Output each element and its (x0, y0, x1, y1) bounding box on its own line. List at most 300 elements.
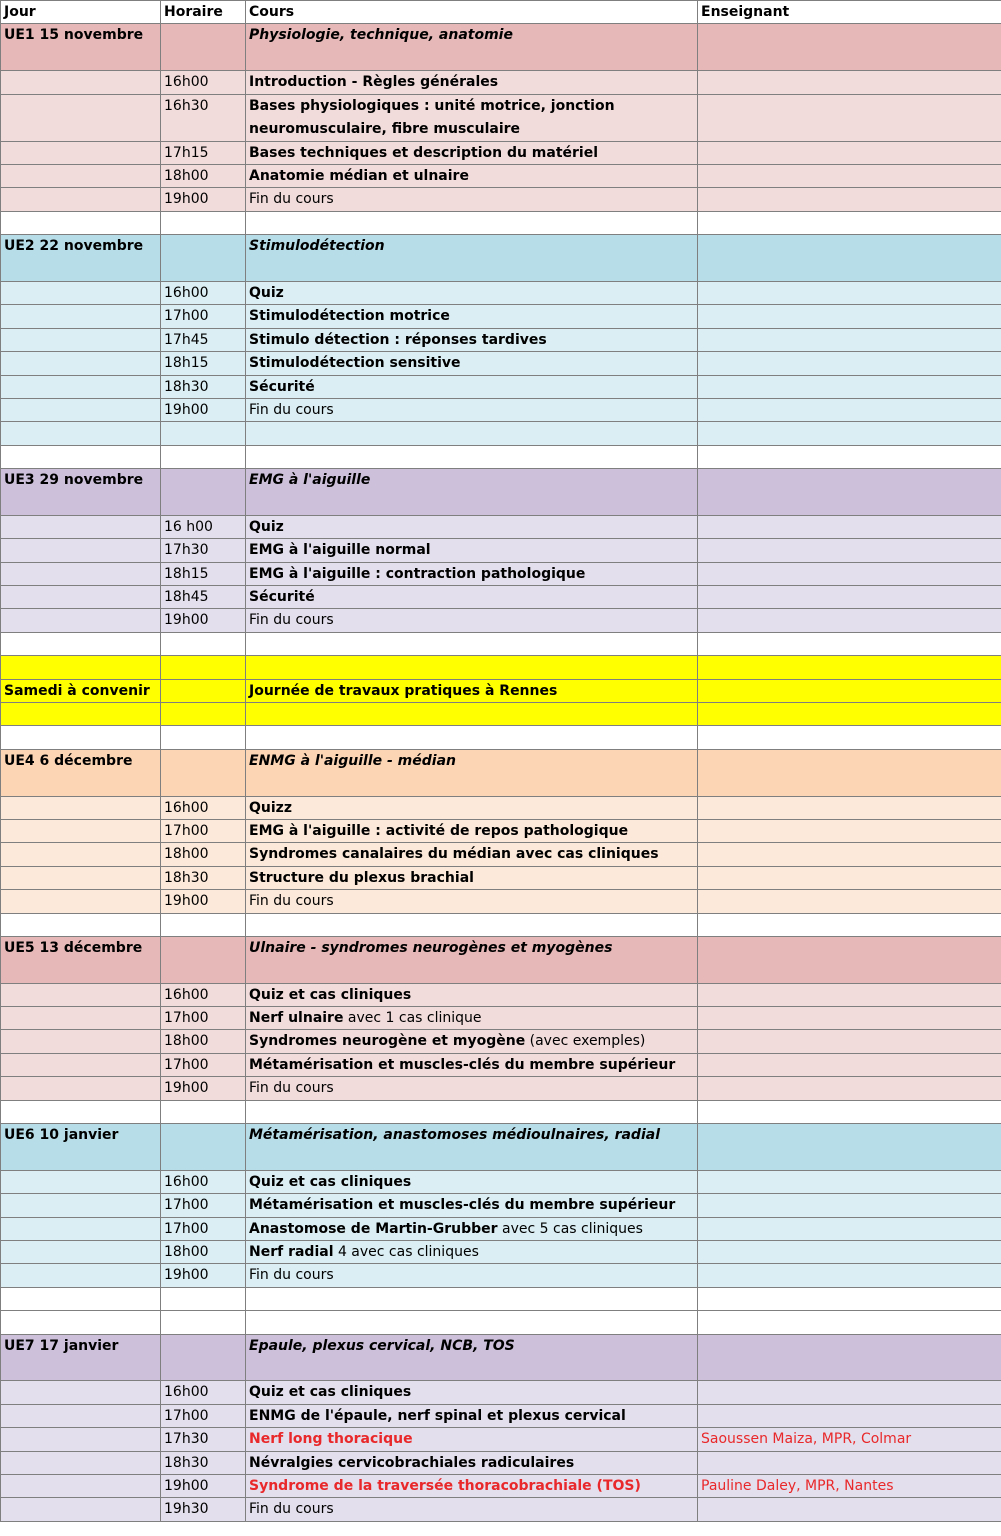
session-course-cell (246, 375, 698, 398)
session-day-cell (1, 1428, 161, 1451)
session-teacher: Pauline Daley, MPR, Nantes (698, 1474, 1001, 1497)
session-teacher (698, 1217, 1001, 1240)
session-course-cell (246, 1241, 698, 1264)
blank-row-teacher-cell (698, 913, 1001, 936)
session-teacher (698, 188, 1001, 211)
tp-day-cell: Samedi à convenir (1, 679, 161, 702)
session-course-title: Syndrome de la traversée thoracobrachiale (TOS) (249, 1477, 641, 1494)
header-cours: Cours (246, 1, 698, 24)
session-course-cell (246, 539, 698, 562)
session-course-cell (246, 1007, 698, 1030)
session-row (1, 1007, 1001, 1030)
ue7-header-row (1, 1334, 1001, 1381)
ue3-time-cell (161, 469, 246, 516)
session-teacher (698, 71, 1001, 94)
session-day-cell (1, 1404, 161, 1427)
session-day-cell (1, 1474, 161, 1497)
session-course-title: Métamérisation et muscles-clés du membre supérieur (249, 1197, 676, 1214)
session-day-cell (1, 562, 161, 585)
session-row (1, 164, 1001, 187)
tp-time-cell (161, 679, 246, 702)
session-course-note: Fin du cours (249, 612, 334, 629)
session-day-cell (1, 1241, 161, 1264)
session-teacher (698, 1194, 1001, 1217)
ue6-time-cell (161, 1124, 246, 1171)
session-course-title: Stimulodétection motrice (249, 308, 450, 325)
tp-row (1, 679, 1001, 702)
session-teacher (698, 1030, 1001, 1053)
session-row (1, 1451, 1001, 1474)
ue1-time-cell (161, 24, 246, 71)
tp-spacer-row-time-cell (161, 702, 246, 725)
session-course-cell (246, 164, 698, 187)
session-row (1, 1170, 1001, 1193)
session-teacher (698, 1498, 1001, 1521)
session-row (1, 141, 1001, 164)
session-time: 19h00 (161, 1264, 246, 1287)
session-teacher (698, 515, 1001, 538)
empty-row-teacher-cell (698, 422, 1001, 445)
session-day-cell (1, 515, 161, 538)
session-teacher (698, 562, 1001, 585)
blank-row (1, 1100, 1001, 1123)
session-day-cell (1, 586, 161, 609)
session-course-note: Fin du cours (249, 893, 334, 910)
tp-spacer-row-course-cell (246, 656, 698, 679)
session-row (1, 866, 1001, 889)
tp-spacer-row (1, 656, 1001, 679)
blank-row (1, 1287, 1001, 1310)
session-course-cell (246, 352, 698, 375)
session-row (1, 843, 1001, 866)
session-row (1, 1381, 1001, 1404)
session-course-title: Quiz (249, 284, 284, 301)
session-teacher (698, 1170, 1001, 1193)
empty-row-time-cell (161, 422, 246, 445)
blank-row-course-cell (246, 726, 698, 749)
blank-row-day-cell (1, 913, 161, 936)
ue1-header-row (1, 24, 1001, 71)
session-course-note: Fin du cours (249, 1501, 334, 1518)
session-day-cell (1, 1498, 161, 1521)
session-course-title: Sécurité (249, 378, 315, 395)
session-day-cell (1, 188, 161, 211)
blank-row-time-cell (161, 726, 246, 749)
session-teacher: Saoussen Maiza, MPR, Colmar (698, 1428, 1001, 1451)
tp-spacer-row-day-cell (1, 656, 161, 679)
session-time: 18h00 (161, 1030, 246, 1053)
session-time: 16h00 (161, 71, 246, 94)
session-course-cell (246, 1030, 698, 1053)
session-day-cell (1, 890, 161, 913)
session-day-cell (1, 328, 161, 351)
ue3-header-row (1, 469, 1001, 516)
session-time: 19h00 (161, 1077, 246, 1100)
session-row (1, 188, 1001, 211)
session-course-title: Structure du plexus brachial (249, 869, 474, 886)
blank-row-time-cell (161, 1287, 246, 1310)
session-day-cell (1, 983, 161, 1006)
session-course-cell (246, 515, 698, 538)
header-jour: Jour (1, 1, 161, 24)
session-time: 19h00 (161, 890, 246, 913)
session-time: 18h15 (161, 352, 246, 375)
session-row (1, 1077, 1001, 1100)
tp-teacher-cell (698, 679, 1001, 702)
session-day-cell (1, 1381, 161, 1404)
blank-row-day-cell (1, 632, 161, 655)
session-course-title: EMG à l'aiguille : contraction pathologique (249, 565, 586, 582)
blank-row-time-cell (161, 913, 246, 936)
blank-row-day-cell (1, 1311, 161, 1334)
session-day-cell (1, 1264, 161, 1287)
tp-spacer-row (1, 702, 1001, 725)
session-day-cell (1, 141, 161, 164)
session-time: 17h00 (161, 1007, 246, 1030)
session-course-cell (246, 328, 698, 351)
session-course-title: Nerf ulnaire (249, 1010, 344, 1027)
session-row (1, 398, 1001, 421)
session-time: 16h00 (161, 281, 246, 304)
session-course-title: EMG à l'aiguille normal (249, 542, 431, 559)
session-time: 18h30 (161, 866, 246, 889)
session-teacher (698, 1451, 1001, 1474)
session-course-cell (246, 1264, 698, 1287)
session-row (1, 281, 1001, 304)
session-course-cell (246, 1194, 698, 1217)
session-time: 18h45 (161, 586, 246, 609)
empty-row-day-cell (1, 422, 161, 445)
session-teacher (698, 890, 1001, 913)
session-course-cell (246, 1217, 698, 1240)
session-course-cell (246, 188, 698, 211)
blank-row-teacher-cell (698, 1287, 1001, 1310)
session-time: 17h00 (161, 305, 246, 328)
session-time: 19h00 (161, 188, 246, 211)
blank-row-time-cell (161, 1100, 246, 1123)
session-course-cell (246, 819, 698, 842)
session-row (1, 328, 1001, 351)
schedule-body (1, 1, 1001, 1522)
session-teacher (698, 375, 1001, 398)
session-time: 18h00 (161, 843, 246, 866)
session-teacher (698, 164, 1001, 187)
ue7-time-cell (161, 1334, 246, 1381)
blank-row-course-cell (246, 1100, 698, 1123)
session-day-cell (1, 609, 161, 632)
ue4-teacher-cell (698, 749, 1001, 796)
ue6-title-cell: Métamérisation, anastomoses médioulnaires, radial (246, 1124, 698, 1171)
ue4-day-cell: UE4 6 décembre (1, 749, 161, 796)
session-row (1, 1053, 1001, 1076)
session-row (1, 1404, 1001, 1427)
header-enseignant: Enseignant (698, 1, 1001, 24)
session-day-cell (1, 1053, 161, 1076)
session-row (1, 819, 1001, 842)
session-row (1, 71, 1001, 94)
session-time: 17h30 (161, 1428, 246, 1451)
session-row (1, 305, 1001, 328)
session-teacher (698, 398, 1001, 421)
session-time: 19h00 (161, 398, 246, 421)
session-teacher (698, 1381, 1001, 1404)
session-day-cell (1, 1194, 161, 1217)
session-time: 17h30 (161, 539, 246, 562)
session-course-note: Fin du cours (249, 401, 334, 418)
session-time: 16h00 (161, 983, 246, 1006)
session-day-cell (1, 539, 161, 562)
blank-row-time-cell (161, 211, 246, 234)
ue5-title-cell: Ulnaire - syndromes neurogènes et myogènes (246, 936, 698, 983)
session-time: 18h15 (161, 562, 246, 585)
ue1-day-cell: UE1 15 novembre (1, 24, 161, 71)
ue6-header-row (1, 1124, 1001, 1171)
blank-row (1, 726, 1001, 749)
session-teacher (698, 1241, 1001, 1264)
session-course-cell (246, 866, 698, 889)
session-teacher (698, 1077, 1001, 1100)
session-course-cell (246, 1474, 698, 1497)
ue5-teacher-cell (698, 936, 1001, 983)
session-course-note: Fin du cours (249, 191, 334, 208)
session-course-title: Quiz et cas cliniques (249, 1384, 412, 1401)
session-row (1, 562, 1001, 585)
session-time: 18h00 (161, 164, 246, 187)
session-course-title: Quiz et cas cliniques (249, 986, 412, 1003)
ue7-title-cell: Epaule, plexus cervical, NCB, TOS (246, 1334, 698, 1381)
session-course-cell (246, 71, 698, 94)
session-time: 19h00 (161, 1474, 246, 1497)
session-time: 17h00 (161, 1194, 246, 1217)
header-row (1, 1, 1001, 24)
session-time: 17h00 (161, 819, 246, 842)
session-row (1, 1264, 1001, 1287)
session-time: 18h00 (161, 1241, 246, 1264)
session-day-cell (1, 164, 161, 187)
blank-row-time-cell (161, 445, 246, 468)
session-time: 17h00 (161, 1404, 246, 1427)
session-course-cell (246, 890, 698, 913)
session-course-title: Anastomose de Martin-Grubber (249, 1220, 498, 1237)
blank-row (1, 632, 1001, 655)
tp-spacer-row-day-cell (1, 702, 161, 725)
blank-row-day-cell (1, 445, 161, 468)
session-time: 16h30 (161, 94, 246, 141)
session-teacher (698, 94, 1001, 141)
session-course-cell (246, 1498, 698, 1521)
session-teacher (698, 1053, 1001, 1076)
ue4-time-cell (161, 749, 246, 796)
tp-spacer-row-teacher-cell (698, 702, 1001, 725)
blank-row-day-cell (1, 1100, 161, 1123)
ue2-day-cell: UE2 22 novembre (1, 235, 161, 282)
session-row (1, 1217, 1001, 1240)
session-course-cell (246, 796, 698, 819)
session-course-title: Syndromes neurogène et myogène (249, 1033, 526, 1050)
session-row (1, 1474, 1001, 1497)
session-day-cell (1, 866, 161, 889)
blank-row-teacher-cell (698, 1100, 1001, 1123)
blank-row-teacher-cell (698, 632, 1001, 655)
session-course-note: avec 5 cas cliniques (497, 1220, 643, 1237)
blank-row (1, 211, 1001, 234)
ue6-teacher-cell (698, 1124, 1001, 1171)
session-course-title: Quizz (249, 799, 292, 816)
ue2-header-row (1, 235, 1001, 282)
session-time: 17h00 (161, 1053, 246, 1076)
ue2-title-cell: Stimulodétection (246, 235, 698, 282)
blank-row-day-cell (1, 1287, 161, 1310)
session-row (1, 1498, 1001, 1521)
session-course-title: Quiz (249, 518, 284, 535)
session-course-cell (246, 983, 698, 1006)
session-row (1, 796, 1001, 819)
session-row (1, 1428, 1001, 1451)
session-row (1, 352, 1001, 375)
ue3-title-cell: EMG à l'aiguille (246, 469, 698, 516)
session-teacher (698, 328, 1001, 351)
session-course-cell (246, 843, 698, 866)
tp-title-cell: Journée de travaux pratiques à Rennes (246, 679, 698, 702)
session-teacher (698, 819, 1001, 842)
session-course-note: Fin du cours (249, 1080, 334, 1097)
session-day-cell (1, 281, 161, 304)
session-course-cell (246, 1381, 698, 1404)
session-row (1, 890, 1001, 913)
session-teacher (698, 1404, 1001, 1427)
session-course-title: Métamérisation et muscles-clés du membre supérieur (249, 1056, 676, 1073)
blank-row-course-cell (246, 1311, 698, 1334)
blank-row-time-cell (161, 632, 246, 655)
session-time: 19h00 (161, 609, 246, 632)
tp-spacer-row-teacher-cell (698, 656, 1001, 679)
session-course-title: Introduction - Règles générales (249, 74, 499, 91)
session-day-cell (1, 1170, 161, 1193)
session-teacher (698, 586, 1001, 609)
session-course-title: Nerf long thoracique (249, 1431, 413, 1448)
session-course-cell (246, 1170, 698, 1193)
session-course-title: Nerf radial (249, 1244, 334, 1261)
session-course-cell (246, 94, 698, 141)
session-course-cell (246, 141, 698, 164)
blank-row-course-cell (246, 445, 698, 468)
blank-row-teacher-cell (698, 726, 1001, 749)
session-course-title: Bases techniques et description du matériel (249, 144, 599, 161)
blank-row-course-cell (246, 913, 698, 936)
session-time: 16 h00 (161, 515, 246, 538)
session-course-title: Anatomie médian et ulnaire (249, 167, 469, 184)
session-course-cell (246, 1053, 698, 1076)
session-course-title: Sécurité (249, 589, 315, 606)
blank-row-teacher-cell (698, 1311, 1001, 1334)
session-time: 16h00 (161, 1170, 246, 1193)
session-teacher (698, 843, 1001, 866)
session-time: 17h15 (161, 141, 246, 164)
blank-row-teacher-cell (698, 445, 1001, 468)
session-row (1, 586, 1001, 609)
session-teacher (698, 1007, 1001, 1030)
session-course-title: Stimulodétection sensitive (249, 355, 461, 372)
ue1-teacher-cell (698, 24, 1001, 71)
session-day-cell (1, 1217, 161, 1240)
session-day-cell (1, 1030, 161, 1053)
blank-row-course-cell (246, 211, 698, 234)
session-course-note: Fin du cours (249, 1267, 334, 1284)
session-course-title: ENMG de l'épaule, nerf spinal et plexus cervical (249, 1407, 626, 1424)
session-course-cell (246, 586, 698, 609)
session-day-cell (1, 1077, 161, 1100)
session-row (1, 1194, 1001, 1217)
ue1-title-cell: Physiologie, technique, anatomie (246, 24, 698, 71)
session-course-cell (246, 609, 698, 632)
tp-spacer-row-course-cell (246, 702, 698, 725)
session-day-cell (1, 819, 161, 842)
session-course-cell (246, 305, 698, 328)
ue5-time-cell (161, 936, 246, 983)
blank-row-course-cell (246, 632, 698, 655)
session-course-title: Névralgies cervicobrachiales radiculaires (249, 1454, 575, 1471)
blank-row (1, 1311, 1001, 1334)
session-course-cell (246, 281, 698, 304)
session-course-title: Syndromes canalaires du médian avec cas cliniques (249, 846, 659, 863)
blank-row (1, 913, 1001, 936)
session-course-title: EMG à l'aiguille : activité de repos pathologique (249, 822, 629, 839)
session-day-cell (1, 305, 161, 328)
session-course-cell (246, 398, 698, 421)
ue2-teacher-cell (698, 235, 1001, 282)
session-teacher (698, 609, 1001, 632)
ue7-day-cell: UE7 17 janvier (1, 1334, 161, 1381)
session-course-note: avec 1 cas clinique (343, 1010, 482, 1027)
header-horaire: Horaire (161, 1, 246, 24)
session-teacher (698, 539, 1001, 562)
session-row (1, 539, 1001, 562)
ue3-teacher-cell (698, 469, 1001, 516)
session-row (1, 1241, 1001, 1264)
session-course-cell (246, 1404, 698, 1427)
session-row (1, 983, 1001, 1006)
blank-row-course-cell (246, 1287, 698, 1310)
session-row (1, 515, 1001, 538)
blank-row-day-cell (1, 726, 161, 749)
session-teacher (698, 983, 1001, 1006)
session-teacher (698, 305, 1001, 328)
session-teacher (698, 281, 1001, 304)
empty-row-course-cell (246, 422, 698, 445)
session-day-cell (1, 398, 161, 421)
session-time: 16h00 (161, 1381, 246, 1404)
session-day-cell (1, 71, 161, 94)
session-course-cell (246, 562, 698, 585)
session-day-cell (1, 375, 161, 398)
session-day-cell (1, 796, 161, 819)
session-day-cell (1, 843, 161, 866)
session-time: 18h30 (161, 375, 246, 398)
ue5-day-cell: UE5 13 décembre (1, 936, 161, 983)
session-day-cell (1, 1007, 161, 1030)
session-row (1, 94, 1001, 141)
ue3-day-cell: UE3 29 novembre (1, 469, 161, 516)
session-time: 18h30 (161, 1451, 246, 1474)
session-teacher (698, 352, 1001, 375)
blank-row-day-cell (1, 211, 161, 234)
session-course-title: Stimulo détection : réponses tardives (249, 331, 547, 348)
session-time: 19h30 (161, 1498, 246, 1521)
blank-row-teacher-cell (698, 211, 1001, 234)
ue2-time-cell (161, 235, 246, 282)
session-time: 16h00 (161, 796, 246, 819)
session-course-cell (246, 1077, 698, 1100)
